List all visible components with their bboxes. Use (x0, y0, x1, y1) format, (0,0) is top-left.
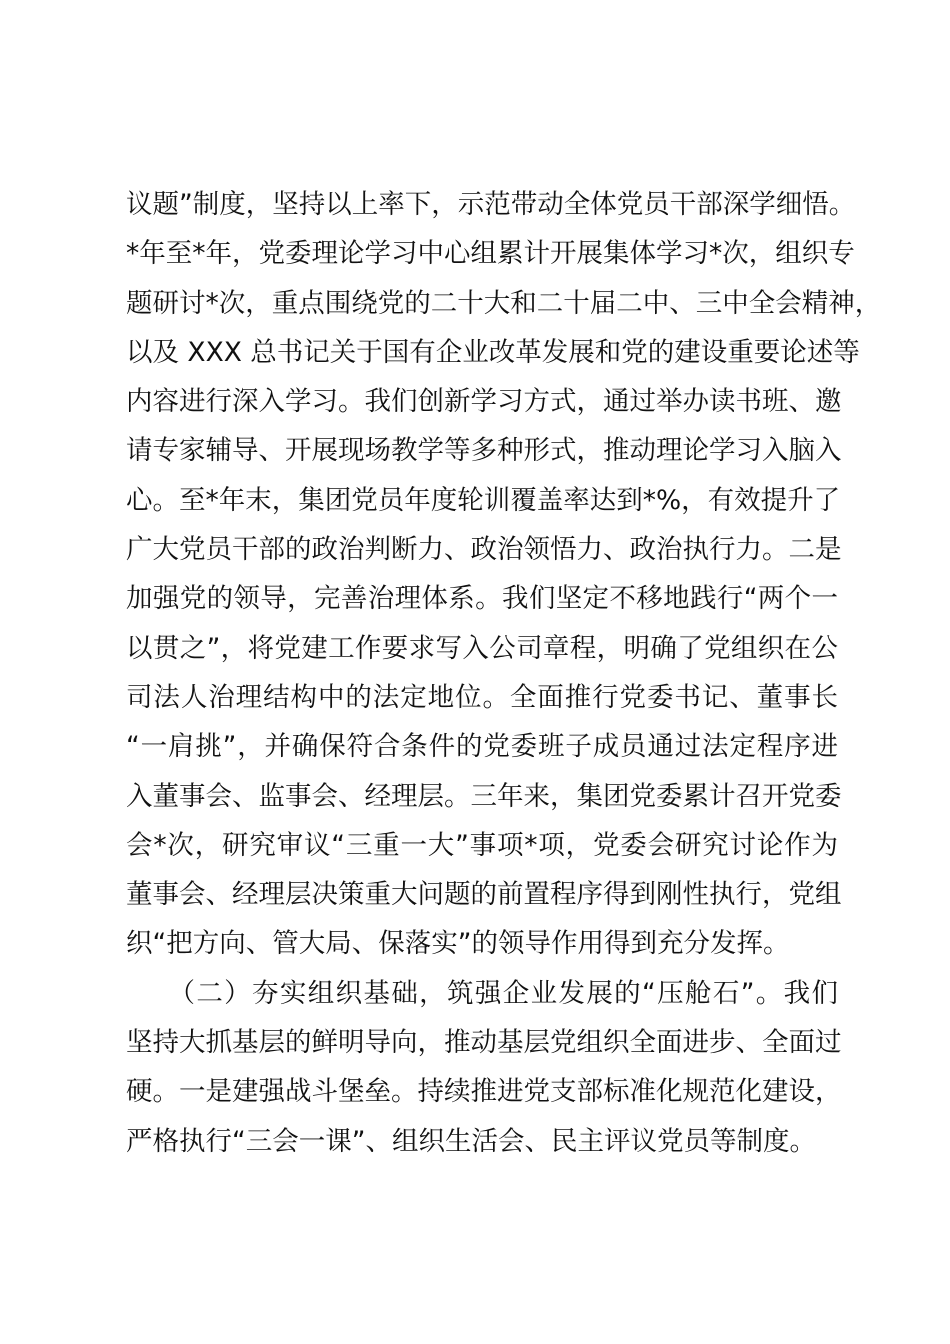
text-line: 入董事会、监事会、经理层。三年来，集团党委累计召开党委 (126, 780, 842, 812)
text-line: 司法人治理结构中的法定地位。全面推行党委书记、董事长 (126, 681, 838, 713)
text-line: 内容进行深入学习。我们创新学习方式，通过举办读书班、邀 (126, 386, 842, 418)
text-line: 议题”制度，坚持以上率下，示范带动全体党员干部深学细悟。 (126, 189, 856, 220)
text-line: 硬。一是建强战斗堡垒。持续推进党支部标准化规范化建设， (126, 1076, 842, 1108)
text-line: 坚持大抓基层的鲜明导向，推动基层党组织全面进步、全面过 (126, 1027, 842, 1059)
text-line: 织“把方向、管大局、保落实”的领导作用得到充分发挥。 (126, 928, 790, 960)
text-line: 会*次，研究审议“三重一大”事项*项，党委会研究讨论作为 (126, 829, 838, 861)
text-line: 以贯之”，将党建工作要求写入公司章程，明确了党组织在公 (126, 632, 838, 664)
text-line: （二）夯实组织基础，筑强企业发展的“压舱石”。我们 (126, 977, 838, 1009)
text-line: 心。至*年末，集团党员年度轮训覆盖率达到*%，有效提升了 (126, 484, 841, 516)
body-text (126, 180, 882, 1166)
text-line: 严格执行“三会一课”、组织生活会、民主评议党员等制度。 (126, 1125, 816, 1157)
text-line: “一肩挑”，并确保符合条件的党委班子成员通过法定程序进 (126, 731, 838, 763)
text-line: *年至*年，党委理论学习中心组累计开展集体学习*次，组织专 (126, 238, 855, 270)
text-line: 题研讨*次，重点围绕党的二十大和二十届二中、三中全会精神， (126, 287, 882, 319)
text-line: 加强党的领导，完善治理体系。我们坚定不移地践行“两个一 (126, 583, 838, 615)
text-line: 董事会、经理层决策重大问题的前置程序得到刚性执行，党组 (126, 879, 842, 911)
text-line: 广大党员干部的政治判断力、政治领悟力、政治执行力。二是 (126, 534, 842, 566)
text-line: 以及 XXX 总书记关于国有企业改革发展和党的建设重要论述等 (126, 336, 860, 368)
text-line: 请专家辅导、开展现场教学等多种形式，推动理论学习入脑入 (126, 435, 842, 467)
